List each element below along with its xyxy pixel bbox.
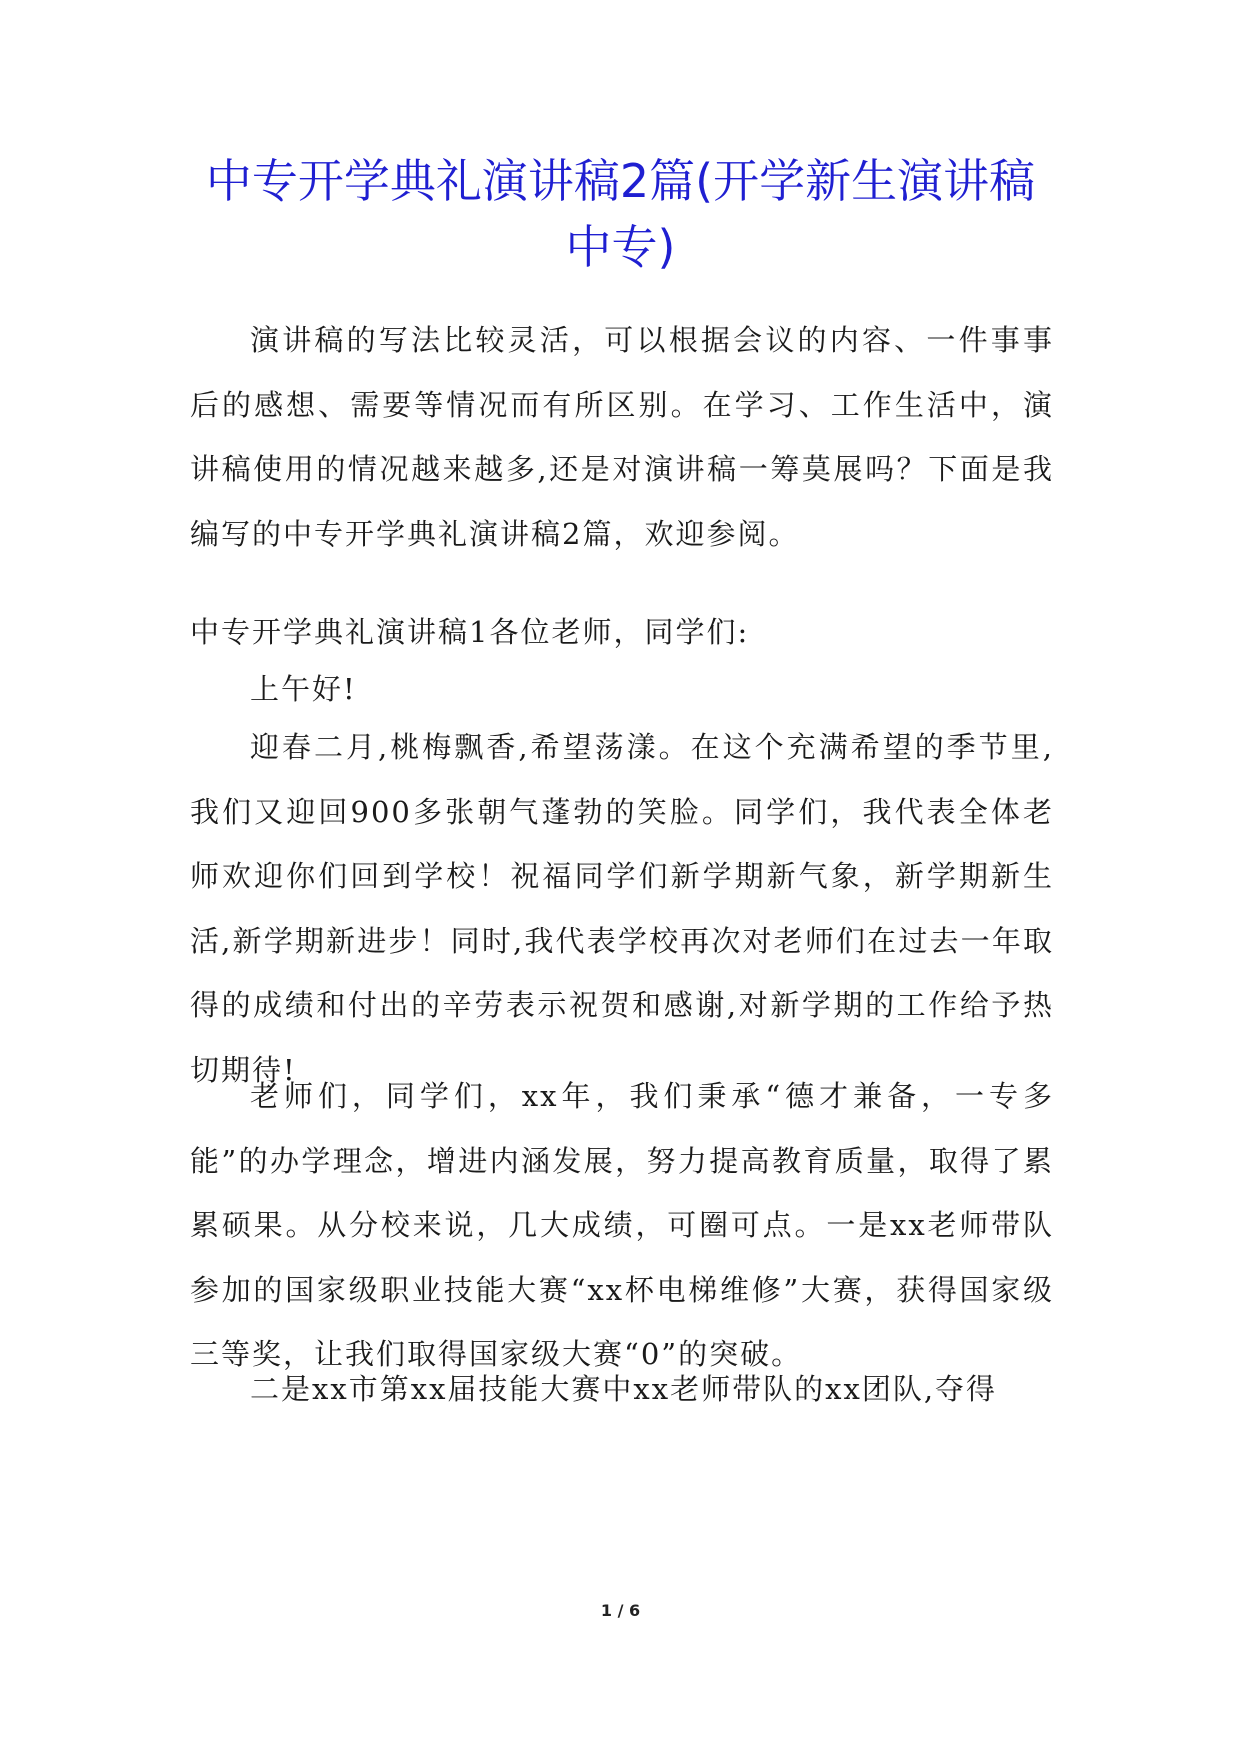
title-line-1: 中专开学典礼演讲稿2篇(开学新生演讲稿 <box>205 154 1036 208</box>
greeting-paragraph: 上午好! <box>250 672 357 706</box>
title-line-2: 中专) <box>565 220 676 274</box>
document-title <box>150 148 1091 280</box>
body-paragraph-3: 二是xx市第xx届技能大赛中xx老师带队的xx团队,夺得 <box>250 1372 998 1406</box>
speech-heading: 中专开学典礼演讲稿1各位老师，同学们: <box>190 615 750 649</box>
body-paragraph-1: 迎春二月,桃梅飘香,希望荡漾。在这个充满希望的季节里,我们又迎回900多张朝气蓬勃的笑脸。同学们，我代表全体老师欢迎你们回到学校！祝福同学们新学期新气象，新学期新生活,新学期新进步！同时,我代表学校再次对老师们在过去一年取得的成绩和付出的辛劳表示祝贺和感谢,对新学期的工作给予热切期待! <box>190 730 1054 1087</box>
page-number: 1 / 6 <box>600 1601 641 1620</box>
intro-paragraph: 演讲稿的写法比较灵活，可以根据会议的内容、一件事事后的感想、需要等情况而有所区别。在学习、工作生活中，演讲稿使用的情况越来越多,还是对演讲稿一筹莫展吗？下面是我编写的中专开学典礼演讲稿2篇，欢迎参阅。 <box>190 323 1054 551</box>
body-paragraph-2: 老师们，同学们，xx年，我们秉承“德才兼备，一专多能”的办学理念，增进内涵发展，努力提高教育质量，取得了累累硕果。从分校来说，几大成绩，可圈可点。一是xx老师带队参加的国家级职业技能大赛“xx杯电梯维修”大赛，获得国家级三等奖，让我们取得国家级大赛“0”的突破。 <box>190 1079 1054 1371</box>
